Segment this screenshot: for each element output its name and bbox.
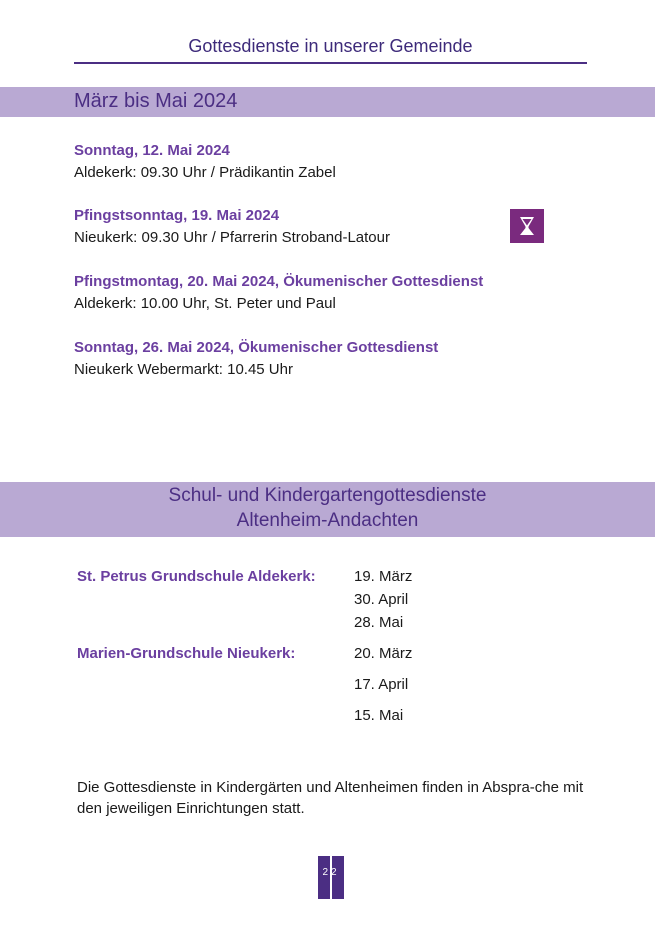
chalice-icon — [510, 209, 544, 243]
service-date: Pfingstmontag, 20. Mai 2024, Ökumenischer Gottesdienst — [74, 273, 484, 290]
page-number-badge — [318, 856, 344, 899]
service-entry — [74, 337, 438, 381]
page-header-title: Gottesdienste in unserer Gemeinde — [188, 36, 473, 56]
school-date: 30. April — [354, 591, 409, 608]
service-date: Sonntag, 12. Mai 2024 — [74, 142, 230, 159]
service-entry — [74, 140, 336, 184]
service-date: Sonntag, 26. Mai 2024, Ökumenischer Gottesdienst — [74, 339, 439, 356]
service-entry — [74, 205, 390, 249]
service-detail: Nieukerk Webermarkt: 10.45 Uhr — [74, 361, 293, 378]
footer-note: Die Gottesdienste in Kindergärten und Altenheimen finden in Abspra-che mit den jeweiligen Einrichtungen statt. — [77, 779, 584, 817]
school-date: 15. Mai — [354, 707, 404, 724]
page-number: 22 — [322, 867, 340, 878]
service-date: Pfingstsonntag, 19. Mai 2024 — [74, 207, 280, 224]
school-date: 28. Mai — [354, 614, 404, 631]
school-name: Marien-Grundschule Nieukerk: — [77, 645, 296, 662]
school-name: St. Petrus Grundschule Aldekerk: — [77, 568, 316, 585]
section-title-line-2: Altenheim-Andachten — [236, 510, 419, 531]
school-date: 20. März — [354, 645, 413, 662]
service-detail: Aldekerk: 10.00 Uhr, St. Peter und Paul — [74, 295, 336, 312]
service-detail: Nieukerk: 09.30 Uhr / Pfarrerin Stroband-Latour — [74, 229, 390, 246]
school-date: 17. April — [354, 676, 409, 693]
header-divider — [74, 62, 587, 64]
school-date: 19. März — [354, 568, 413, 585]
section-title-line-1: Schul- und Kindergartengottesdienste — [168, 485, 487, 506]
service-entry — [74, 271, 483, 315]
section-band-school-services — [0, 482, 655, 537]
section-title: März bis Mai 2024 — [74, 90, 238, 112]
service-detail: Aldekerk: 09.30 Uhr / Prädikantin Zabel — [74, 164, 336, 181]
section-band-march-may — [0, 87, 655, 117]
